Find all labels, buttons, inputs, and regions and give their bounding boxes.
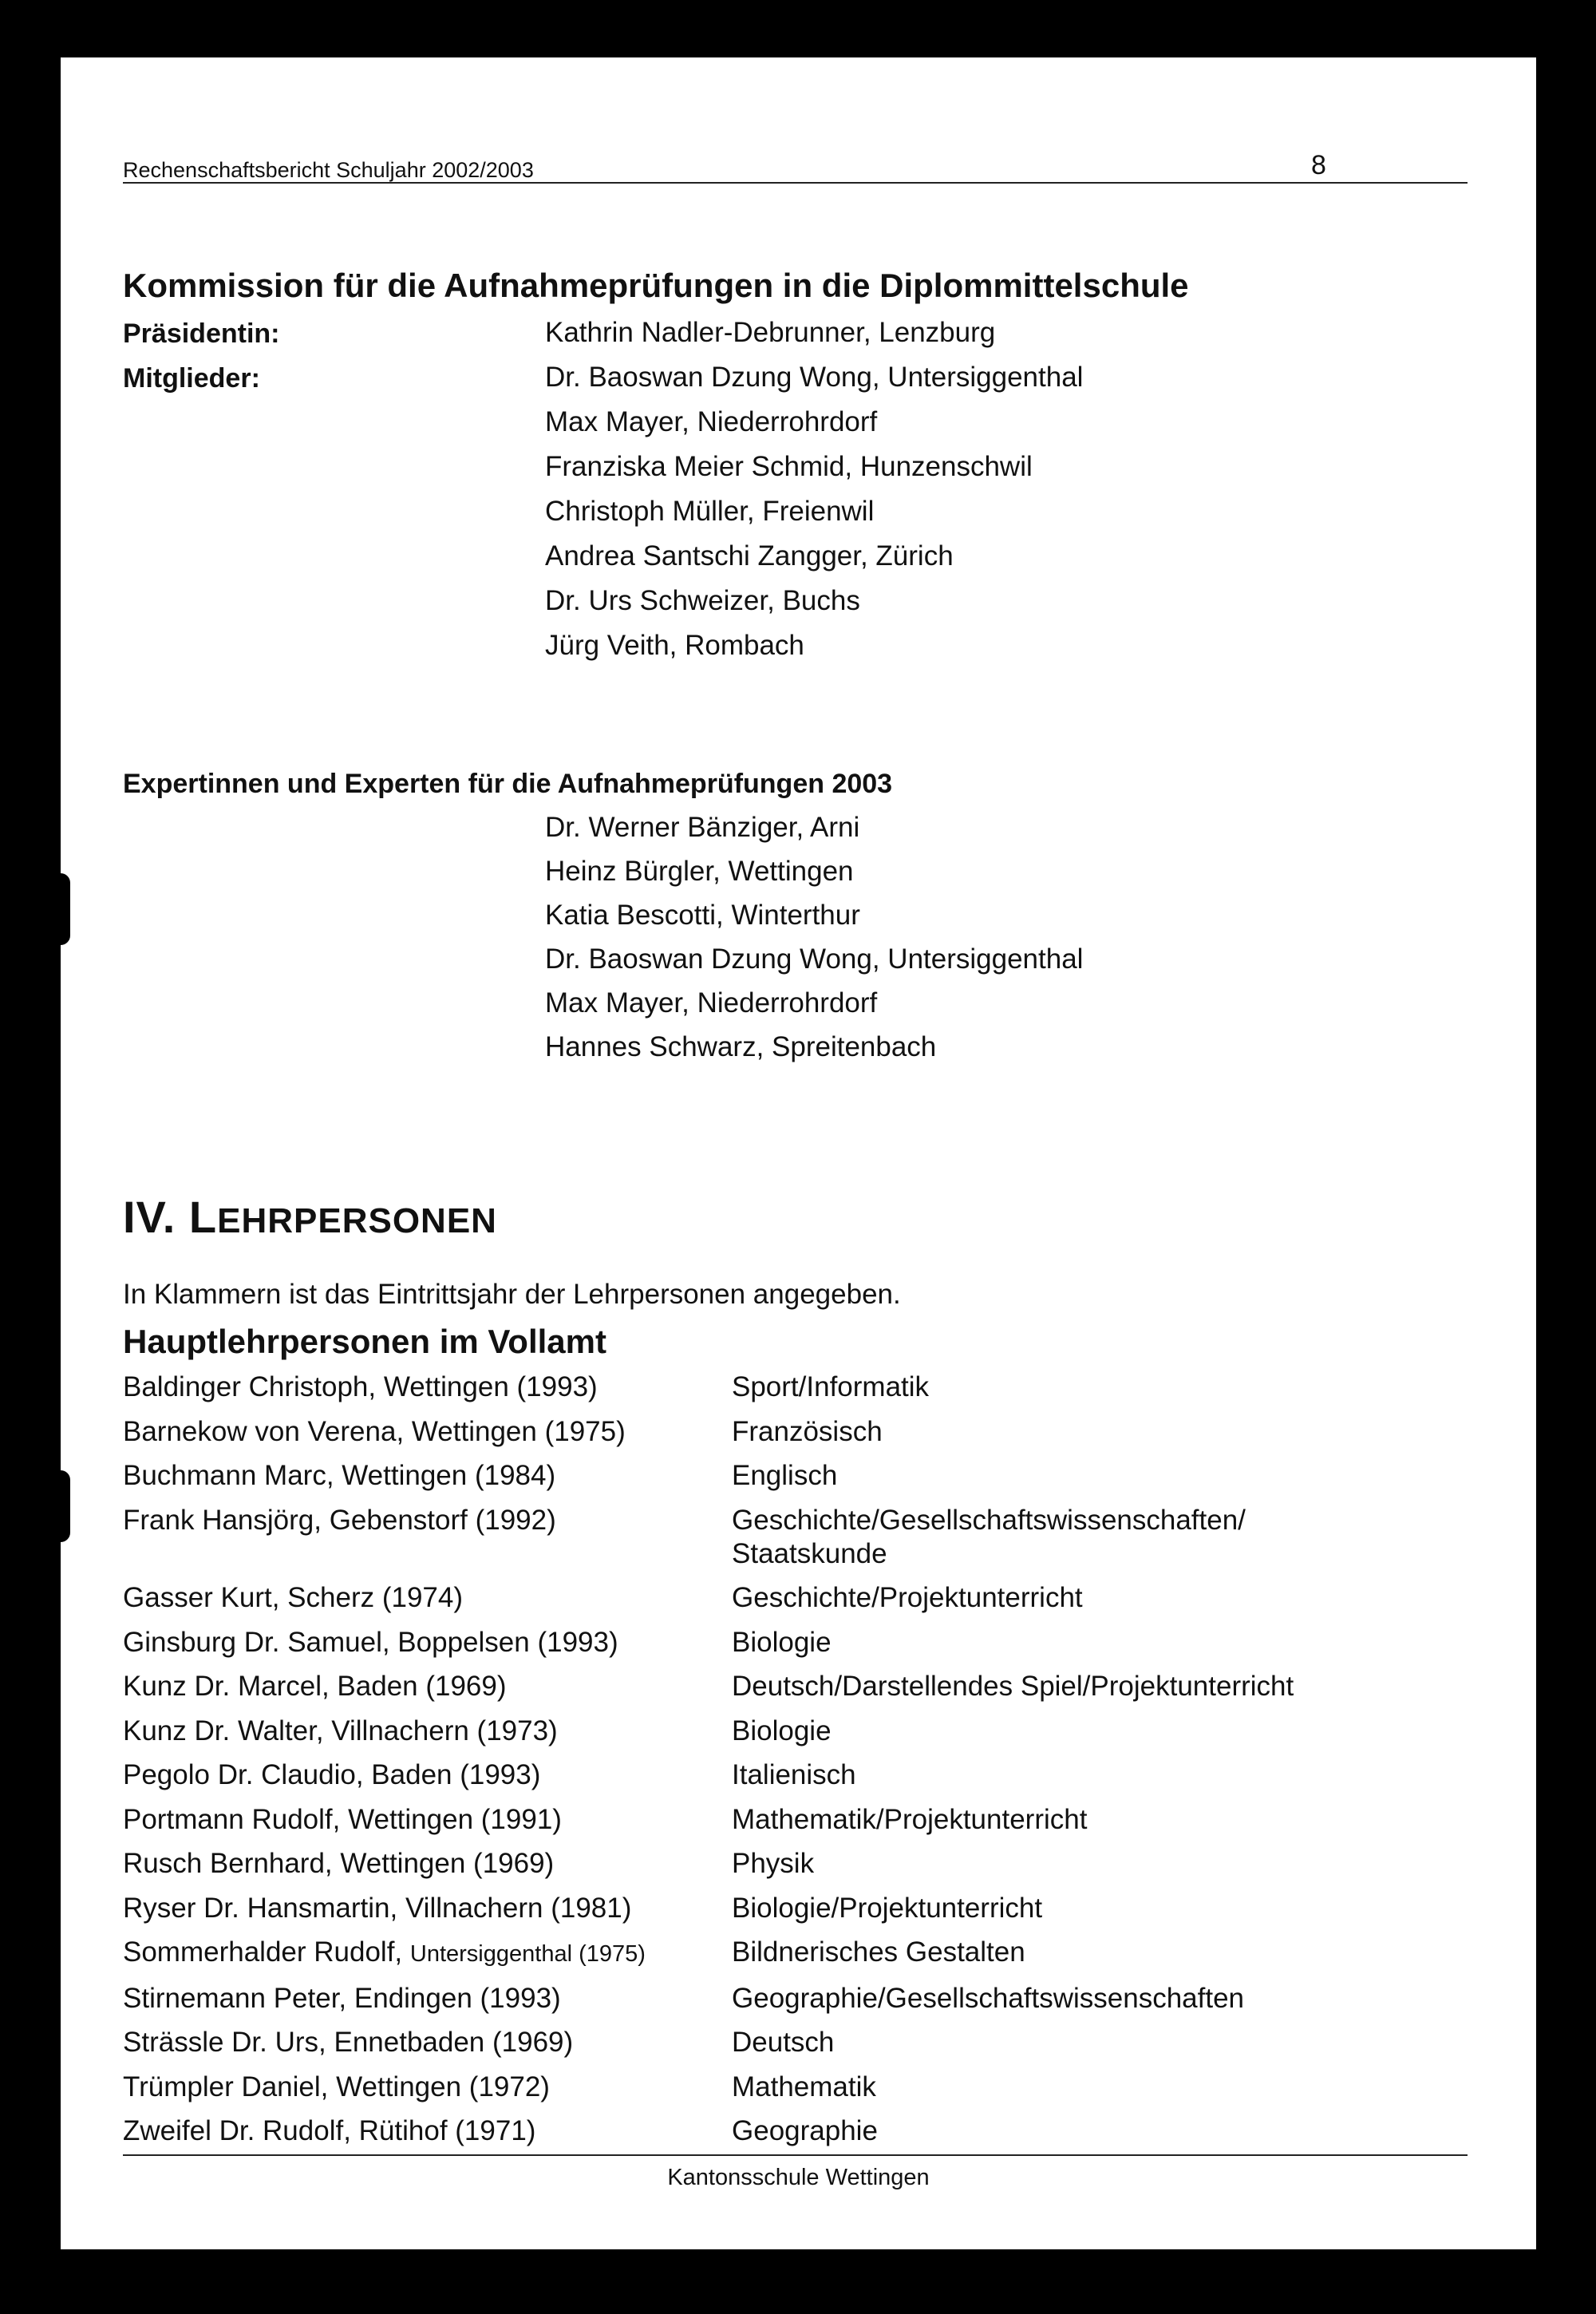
staff-subject: Geschichte/Projektunterricht xyxy=(732,1582,1083,1613)
staff-row xyxy=(123,1626,1400,1659)
staff-row xyxy=(123,1758,1400,1792)
section-heading xyxy=(123,1191,497,1243)
commission-member: Jürg Veith, Rombach xyxy=(545,630,804,661)
staff-name: Zweifel Dr. Rudolf, Rütihof (1971) xyxy=(123,2115,536,2146)
staff-name: Strässle Dr. Urs, Ennetbaden (1969) xyxy=(123,2027,574,2058)
staff-row xyxy=(123,2026,1400,2059)
document-page xyxy=(61,57,1536,2249)
staff-row xyxy=(123,1982,1400,2015)
section-title-initial: L xyxy=(188,1192,218,1242)
footer-rule xyxy=(123,2154,1468,2156)
staff-name: Pegolo Dr. Claudio, Baden (1993) xyxy=(123,1759,541,1790)
staff-subject: Mathematik/Projektunterricht xyxy=(732,1803,1088,1835)
staff-row xyxy=(123,1715,1400,1748)
section-numeral: IV. xyxy=(123,1192,176,1242)
staff-subject: Sport/Informatik xyxy=(732,1371,930,1402)
staff-row xyxy=(123,1459,1400,1493)
section-title-rest: EHRPERSONEN xyxy=(217,1201,497,1240)
staff-name: Barnekow von Verena, Wettingen (1975) xyxy=(123,1415,626,1447)
punch-hole xyxy=(61,1470,70,1542)
staff-name-small: Untersiggenthal (1975) xyxy=(409,1941,646,1967)
staff-name: Portmann Rudolf, Wettingen (1991) xyxy=(123,1803,562,1835)
staff-subject: Biologie/Projektunterricht xyxy=(732,1892,1043,1924)
staff-name: Trümpler Daniel, Wettingen (1972) xyxy=(123,2071,550,2102)
staff-name xyxy=(123,1936,732,1971)
staff-subject: Geographie/Gesellschaftswissenschaften xyxy=(732,1982,1245,2014)
expert-member: Max Mayer, Niederrohrdorf xyxy=(545,987,878,1019)
running-header: Rechenschaftsbericht Schuljahr 2002/2003 xyxy=(123,158,534,182)
staff-subject: Französisch xyxy=(732,1415,883,1447)
members-label: Mitglieder: xyxy=(123,363,260,394)
staff-subject: Geschichte/Gesellschaftswissenschaften/ Staatskunde xyxy=(732,1504,1246,1569)
staff-name-main: Sommerhalder Rudolf, xyxy=(123,1936,410,1968)
staff-subject: Englisch xyxy=(732,1460,838,1491)
staff-name: Buchmann Marc, Wettingen (1984) xyxy=(123,1460,556,1491)
staff-row xyxy=(123,1847,1400,1881)
president-label: Präsidentin: xyxy=(123,318,280,349)
staff-name: Kunz Dr. Walter, Villnachern (1973) xyxy=(123,1715,558,1746)
expert-member: Katia Bescotti, Winterthur xyxy=(545,900,860,931)
experts-list xyxy=(545,812,1083,1063)
staff-row xyxy=(123,1581,1400,1615)
president-name: Kathrin Nadler-Debrunner, Lenzburg xyxy=(545,317,996,348)
header-rule xyxy=(123,182,1468,184)
staff-row xyxy=(123,1803,1400,1837)
experts-title: Expertinnen und Experten für die Aufnahmeprüfungen 2003 xyxy=(123,769,893,799)
footer-school: Kantonsschule Wettingen xyxy=(667,2165,930,2190)
staff-row xyxy=(123,1371,1400,1404)
commission-members xyxy=(545,362,1083,662)
commission-member: Dr. Baoswan Dzung Wong, Untersiggenthal xyxy=(545,362,1084,393)
staff-name: Gasser Kurt, Scherz (1974) xyxy=(123,1582,463,1613)
punch-hole xyxy=(61,873,70,945)
commission-member: Max Mayer, Niederrohrdorf xyxy=(545,406,878,437)
staff-subject: Italienisch xyxy=(732,1759,856,1790)
commission-member: Andrea Santschi Zangger, Zürich xyxy=(545,540,954,572)
staff-subject: Mathematik xyxy=(732,2071,876,2102)
staff-row xyxy=(123,1504,1400,1571)
commission-member: Dr. Urs Schweizer, Buchs xyxy=(545,585,860,616)
staff-subject: Deutsch/Darstellendes Spiel/Projektunterricht xyxy=(732,1671,1294,1702)
staff-name: Rusch Bernhard, Wettingen (1969) xyxy=(123,1848,555,1879)
staff-subject: Geographie xyxy=(732,2115,878,2146)
expert-member: Dr. Werner Bänziger, Arni xyxy=(545,812,860,843)
staff-row xyxy=(123,2071,1400,2104)
staff-name: Ginsburg Dr. Samuel, Boppelsen (1993) xyxy=(123,1626,618,1658)
staff-name: Stirnemann Peter, Endingen (1993) xyxy=(123,1982,561,2014)
expert-member: Hannes Schwarz, Spreitenbach xyxy=(545,1031,937,1062)
staff-row xyxy=(123,1936,1400,1971)
staff-subject: Biologie xyxy=(732,1626,832,1658)
staff-name: Frank Hansjörg, Gebenstorf (1992) xyxy=(123,1504,556,1536)
commission-title: Kommission für die Aufnahmeprüfungen in die Diplommittelschule xyxy=(123,267,1189,304)
staff-subject: Biologie xyxy=(732,1715,832,1746)
expert-member: Dr. Baoswan Dzung Wong, Untersiggenthal xyxy=(545,943,1084,975)
expert-member: Heinz Bürgler, Wettingen xyxy=(545,856,854,887)
page-number: 8 xyxy=(1311,150,1326,180)
staff-row xyxy=(123,2114,1400,2148)
staff-row xyxy=(123,1670,1400,1703)
staff-subject: Deutsch xyxy=(732,2027,835,2058)
staff-row xyxy=(123,1415,1400,1449)
staff-table xyxy=(123,1371,1400,2159)
staff-row xyxy=(123,1892,1400,1925)
staff-name: Ryser Dr. Hansmartin, Villnachern (1981) xyxy=(123,1892,632,1924)
staff-subject: Bildnerisches Gestalten xyxy=(732,1936,1025,1968)
staff-name: Kunz Dr. Marcel, Baden (1969) xyxy=(123,1671,507,1702)
section-intro: In Klammern ist das Eintrittsjahr der Lehrpersonen angegeben. xyxy=(123,1279,901,1310)
staff-name: Baldinger Christoph, Wettingen (1993) xyxy=(123,1371,598,1402)
commission-member: Franziska Meier Schmid, Hunzenschwil xyxy=(545,451,1033,482)
staff-subheading: Hauptlehrpersonen im Vollamt xyxy=(123,1323,606,1360)
commission-member: Christoph Müller, Freienwil xyxy=(545,496,875,527)
staff-subject: Physik xyxy=(732,1848,815,1879)
